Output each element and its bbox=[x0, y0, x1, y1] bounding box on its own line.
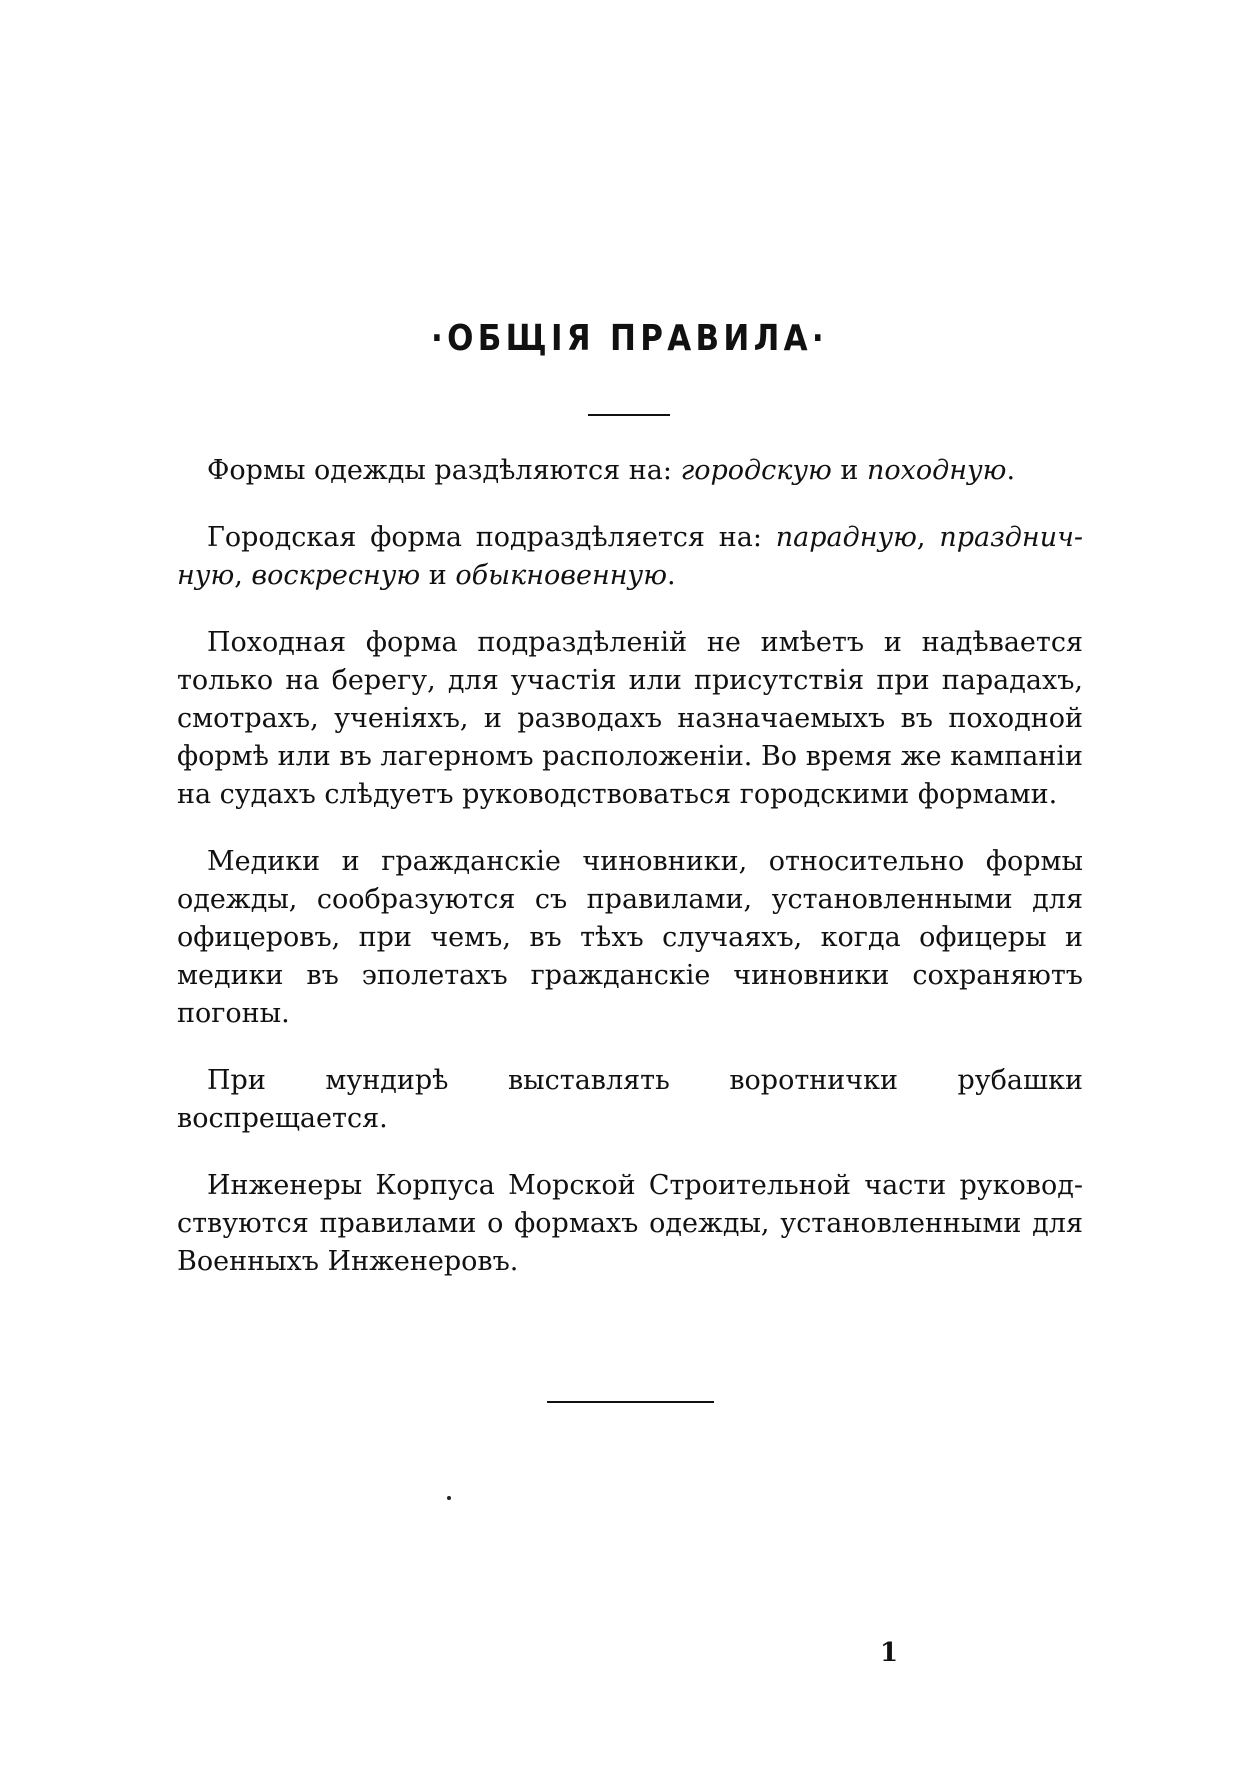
text-run: . bbox=[1006, 455, 1016, 486]
paragraph-2 bbox=[177, 519, 1083, 595]
text-run: При мундирѣ выставлять воротнички рубашки воспрещается. bbox=[177, 1065, 1083, 1134]
italic-term: походную bbox=[866, 455, 1007, 486]
text-run: , bbox=[234, 560, 252, 591]
italic-term: парадную bbox=[775, 522, 917, 553]
text-run: Городская форма подраздѣляется на: bbox=[207, 522, 776, 553]
paragraph-5 bbox=[177, 1062, 1083, 1138]
body-text bbox=[177, 452, 1083, 1310]
print-speck bbox=[447, 1496, 451, 1500]
text-run: . bbox=[666, 560, 676, 591]
text-run: и bbox=[420, 560, 456, 591]
text-run: Походная форма подраздѣленій не имѣетъ и надѣвается только на берегу, для участія или присутствія при парадахъ, смотрахъ, ученіяхъ, и разводахъ назначаемыхъ въ походной формѣ или въ лагерномъ расположеніи. Во время же кампаніи на судахъ слѣдуетъ руководствоваться городскими формами. bbox=[177, 627, 1083, 810]
text-run: и bbox=[831, 455, 867, 486]
text-run: Формы одежды раздѣляются на: bbox=[207, 455, 681, 486]
text-run: , bbox=[916, 522, 940, 553]
italic-term: обыкновенную bbox=[455, 560, 667, 591]
italic-term: праздничную bbox=[177, 522, 1084, 591]
end-divider bbox=[547, 1401, 714, 1403]
page-title: ·ОБЩІЯ ПРАВИЛА· bbox=[431, 318, 828, 359]
paragraph-6 bbox=[177, 1167, 1083, 1281]
italic-term: городскую bbox=[680, 455, 832, 486]
text-run: Инженеры Корпуса Морской Строительной части руководствуются правилами о формахъ одежды, установленными для Военныхъ Инженеровъ. bbox=[177, 1170, 1083, 1277]
italic-term: воскресную bbox=[251, 560, 421, 591]
paragraph-1 bbox=[177, 452, 1083, 490]
paragraph-4 bbox=[177, 843, 1083, 1033]
paragraph-3 bbox=[177, 624, 1083, 814]
text-run: Медики и гражданскіе чиновники, относительно формы одежды, сообразуются съ правилами, установленными для офицеровъ, при чемъ, въ тѣхъ случаяхъ, когда офицеры и медики въ эполетахъ гражданскіе чиновники сохраняютъ погоны. bbox=[177, 846, 1083, 1029]
page-number: 1 bbox=[880, 1638, 899, 1668]
title-divider bbox=[588, 414, 670, 416]
